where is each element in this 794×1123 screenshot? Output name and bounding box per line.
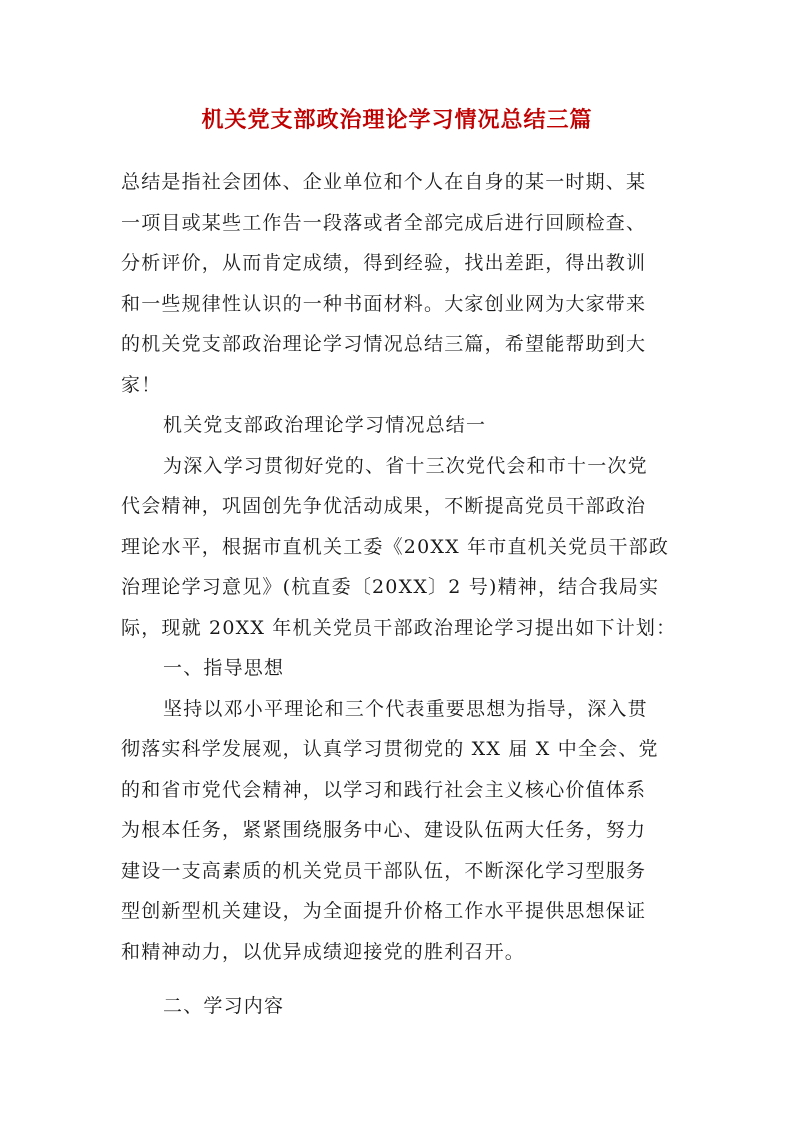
section-heading: 一、指导思想 [163,657,285,679]
body-line: 和一些规律性认识的一种书面材料。大家创业网为大家带来 [121,292,647,315]
document-title: 机关党支部政治理论学习情况总结三篇 [201,107,593,133]
body-line: 家！ [121,373,162,396]
body-line: 的机关党支部政治理论学习情况总结三篇，希望能帮助到大 [121,333,647,355]
body-line: 和精神动力，以优异成绩迎接党的胜利召开。 [121,940,526,963]
body-line: 彻落实科学发展观，认真学习贯彻党的 XX 届 X 中全会、党 [121,738,659,760]
body-line: 坚持以邓小平理论和三个代表重要思想为指导，深入贯 [163,697,648,720]
body-line: 的和省市党代会精神，以学习和践行社会主义核心价值体系 [121,778,647,801]
body-line: 为根本任务，紧紧围绕服务中心、建设队伍两大任务，努力 [121,819,647,841]
section-heading: 机关党支部政治理论学习情况总结一 [163,414,487,436]
section-gap [121,972,684,986]
body-line: 际，现就 20XX 年机关党员干部政治理论学习提出如下计划： [121,616,677,639]
body-line: 为深入学习贯彻好党的、省十三次党代会和市十一次党 [163,454,648,477]
body-line: 型创新型机关建设，为全面提升价格工作水平提供思想保证 [121,900,647,922]
body-line: 代会精神，巩固创先争优活动成果，不断提高党员干部政治 [121,495,647,517]
body-line: 理论水平，根据市直机关工委《20XX 年市直机关党员干部政 [121,535,670,558]
document-body [121,162,684,1027]
section-heading: 二、学习内容 [163,995,285,1017]
body-line: 建设一支高素质的机关党员干部队伍，不断深化学习型服务 [121,859,647,882]
body-line: 治理论学习意见》(杭直委〔20XX〕2 号)精神，结合我局实 [121,576,660,598]
body-line: 总结是指社会团体、企业单位和个人在自身的某一时期、某 [121,171,647,193]
body-line: 分析评价，从而肯定成绩，得到经验，找出差距，得出教训 [121,252,647,274]
body-line: 一项目或某些工作告一段落或者全部完成后进行回顾检查、 [121,211,647,234]
